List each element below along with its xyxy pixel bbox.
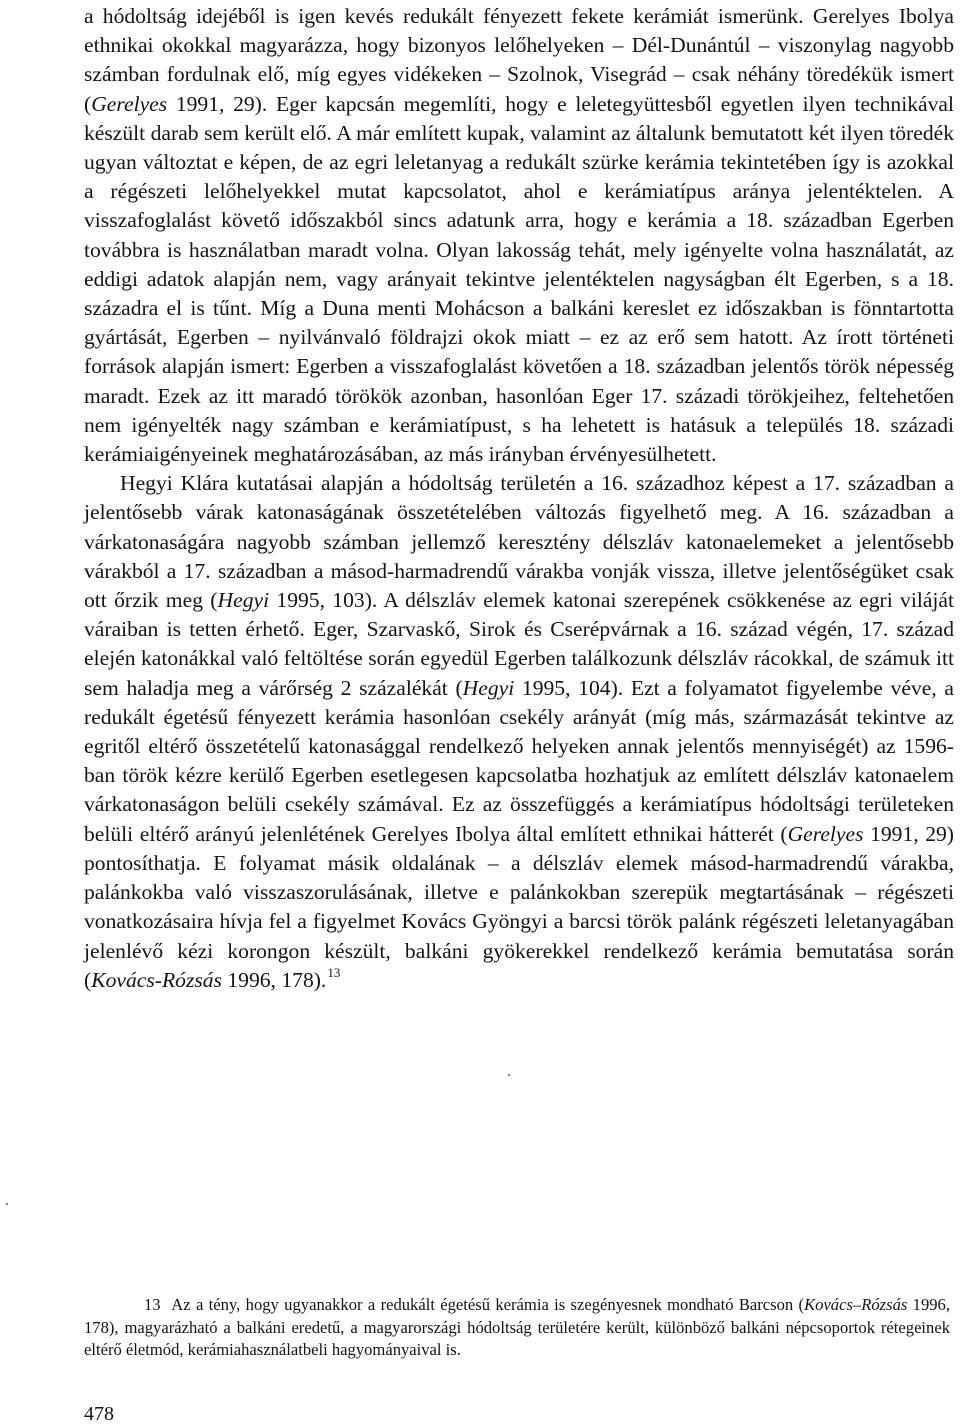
citation-author: Kovács-Rózsás	[91, 967, 222, 992]
footnote-text: 1996, 178), magyarázható a balkáni eredetű, a magyarországi hódoltság területére került, különböző balkáni népcsoportok rétegeinek eltérő életmód, kerámiahasználatbeli hagyományaival is.	[84, 1295, 951, 1359]
paragraph-1-text: 1991, 29). Eger kapcsán megemlíti, hogy e leletegyüttesből egyetlen ilyen technikával készült darab sem került elő. A már említett kupak, valamint az általunk bemutatott két ilyen töredék ugyan változtat e képen, de az egri leletanyag a redukált szürke kerámia tekintetében így is azokkal a régészeti lelőhelyekkel mutat kapcsolatot, ahol e kerámiatípus aránya jelentéktelen. A visszafoglalást követő időszakból sincs adatunk arra, hogy e kerámia a 18. században Egerben továbbra is használatban maradt volna. Olyan lakosság tehát, mely igényelte volna használatát, az eddigi adatok alapján nem, vagy arányait tekintve jelentéktelen nagyságban élt Egerben, s a 18. századra el is tűnt. Míg a Duna menti Mohácson a balkáni kereslet ez időszakban is fönntartotta gyártását, Egerben – nyilvánvaló földrajzi okok miatt – ez az erő sem hatott. Az írott történeti források alapján ismert: Egerben a visszafoglalást követően a 18. században jelentős török népesség maradt. Ezek az itt maradó törökök azonban, hasonlóan Eger 17. századi törökjeihez, feltehetően nem igényelték nagy számban e kerámiatípust, s ha lehetett is hatásuk a település 18. századi kerámiaigényeinek meghatározásában, az más irányban érvényesülhetett.	[84, 91, 954, 467]
footnote-number: 13	[144, 1295, 161, 1314]
footnote	[84, 1294, 950, 1362]
citation-author: Hegyi	[462, 675, 515, 700]
paragraph-2-text: 1995, 104). Ezt a folyamatot figyelembe véve, a redukált égetésű fényezett kerámia hasonlóan csekély arányát (míg más, származását tekintve az egritől eltérő összetételű katonasággal rendelkező helyeken annak jelentős mennyiségét) az 1596-ban török kézre kerülő Egerben esetlegesen kapcsolatba hozhatjuk az említett délszláv katonaelem várkatonaságon belüli csekély számával. Ez az összefüggés a kerámiatípus hódoltsági területeken belüli eltérő arányú jelenlétének Gerelyes Ibolya által említett ethnikai hátterét (	[84, 675, 954, 846]
footnote-reference[interactable]: 13	[327, 964, 341, 980]
citation-author: Hegyi	[217, 588, 270, 613]
paragraph-2-text: 1995, 103). A délszláv elemek katonai szerepének csökkenése az egri viláját váraiban is tetten érhető. Eger, Szarvaskő, Sirok és Cserépvárnak a 16. század végén, 17. század elején katonákkal való feltöltése során egyedül Egerben találkozunk délszláv rácokkal, de számuk itt sem haladja meg a várőrség 2 százalékát (	[84, 588, 955, 700]
paragraph-2-text: 1991, 29) pontosíthatja. E folyamat másik oldalának – a délszláv elemek másod-harmadrendű várakba, palánkokba való visszaszorulásának, illetve e palánkokban szerepük megtartásának – régészeti vonatkozásaira hívja fel a figyelmet Kovács Gyöngyi a barcsi török palánk régészeti leletanyagában jelenlévő kézi korongon készült, balkáni gyökerekkel rendelkező kerámia bemutatása során (	[84, 821, 954, 992]
page-number: 478	[84, 1403, 114, 1425]
main-text	[84, 2, 954, 997]
paragraph-2	[84, 469, 954, 997]
citation-author: Gerelyes	[91, 91, 168, 116]
paragraph-1-text: a hódoltság idejéből is igen kevés redukált fényezett fekete kerámiát ismerünk. Gerelyes Ibolya ethnikai okokkal magyarázza, hogy bizonyos lelőhelyeken – Dél-Dunántúl – viszonylag nagyobb számban fordulnak elő, míg egyes vidékeken – Szolnok, Visegrád – csak néhány töredékük ismert (	[84, 4, 954, 116]
citation-author: Gerelyes	[787, 821, 864, 846]
scan-speck	[6, 1203, 8, 1205]
paragraph-2-text: 1996, 178).	[221, 967, 327, 992]
citation-author: Kovács–Rózsás	[804, 1295, 908, 1314]
paragraph-1	[84, 2, 954, 469]
scan-speck	[508, 1074, 510, 1076]
footnote-text: Az a tény, hogy ugyanakkor a redukált égetésű kerámia is szegényesnek mondható Barcson (	[171, 1295, 805, 1314]
paragraph-2-text: Hegyi Klára kutatásai alapján a hódoltság területén a 16. századhoz képest a 17. században a jelentősebb várak katonaságának összetételében változás figyelhető meg. A 16. században a várkatonaságára nagyobb számban jellemző keresztény délszláv katonaelemeket a jelentősebb várakból a 17. században a másod-harmadrendű várakba vonják vissza, illetve jelentőségüket csak ott őrzik meg (	[84, 471, 954, 613]
